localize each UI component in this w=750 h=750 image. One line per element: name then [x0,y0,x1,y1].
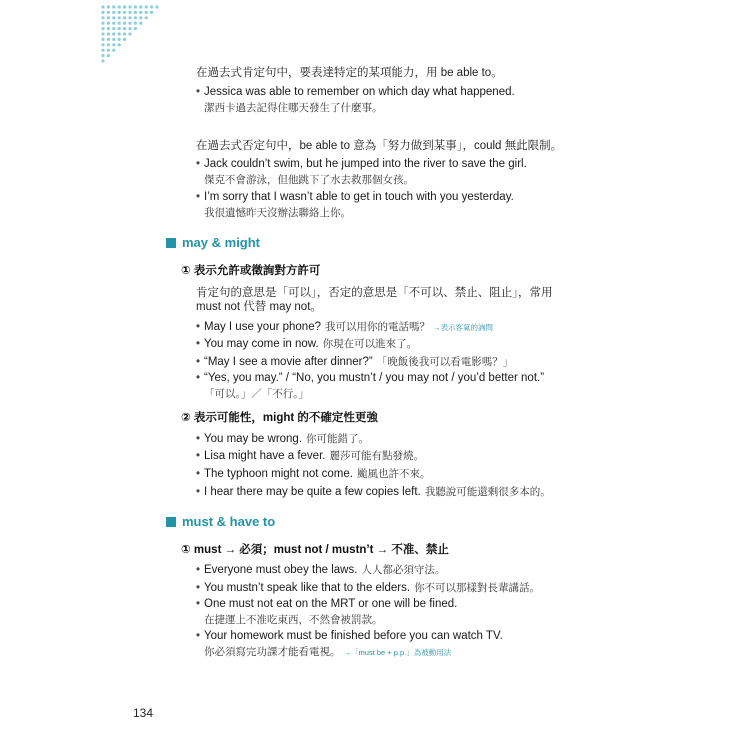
example-sentence: • Jessica was able to remember on which day what happened. [196,86,515,98]
example-translation: 麗莎可能有點發燒。 [329,450,424,462]
page-number: 134 [133,706,154,720]
section-title-text: may & might [182,235,261,250]
example-english: The typhoon might not come. [204,468,353,480]
square-marker-icon [166,238,176,248]
example-english: Jessica was able to remember on which day what happened. [204,86,515,98]
usage-note: →「must be + p.p.」為被動用法 [343,648,452,657]
intro-text: must not 代替 may not。 [196,301,322,313]
example-sentence: • May I use your phone? 我可以用你的電話嗎？ →表示客氣的詢問 [196,321,493,333]
example-english: Your homework must be finished before you can watch TV. [204,630,503,642]
example-translation: 你不可以那樣對長輩講話。 [414,582,541,594]
example-translation: 你現在可以進來了。 [322,338,418,350]
section-heading-must-have-to [166,514,275,529]
example-english: “May I see a movie after dinner?” [204,356,373,368]
decorative-dot-pattern [100,4,170,66]
example-translation: 我聽說可能還剩很多本的。 [424,486,551,498]
example-sentence: • Everyone must obey the laws. 人人都必須守法。 [196,564,446,576]
section-title-text: must & have to [182,514,276,529]
subsection-heading: ① 表示允許或徵詢對方許可 [181,265,321,277]
example-translation: 你可能錯了。 [306,433,370,445]
example-translation: 「可以。」／「不行。」 [204,388,309,400]
example-translation-with-note [204,644,451,659]
example-sentence: • You may be wrong. 你可能錯了。 [196,433,370,445]
example-english: You may be wrong. [204,433,303,445]
example-translation: 我很遺憾昨天沒辦法聯絡上你。 [204,207,351,219]
example-english: Lisa might have a fever. [204,450,326,462]
example-english: I hear there may be quite a few copies left. [204,486,421,498]
example-sentence: • “May I see a movie after dinner?” 「晚飯後我可以看電影嗎？」 [196,356,514,368]
example-translation: 我可以用你的電話嗎？ [325,321,430,333]
intro-text: 肯定句的意思是「可以」，否定的意思是「不可以、禁止、阻止」，常用 [196,287,553,299]
example-sentence: • “Yes, you may.” / “No, you mustn’t / you may not / you’d better not.” [196,372,545,384]
example-sentence: • You may come in now. 你現在可以進來了。 [196,338,418,350]
example-translation: 「晚飯後我可以看電影嗎？」 [376,356,514,368]
example-sentence: • I hear there may be quite a few copies left. 我聽說可能還剩很多本的。 [196,486,551,498]
example-english: You may come in now. [204,338,319,350]
example-translation: 潔西卡過去記得住哪天發生了什麼事。 [204,102,383,114]
example-english: “Yes, you may.” / “No, you mustn’t / you may not / you’d better not.” [204,372,545,384]
example-sentence: • Lisa might have a fever. 麗莎可能有點發燒。 [196,450,424,462]
example-translation: 你必須寫完功課才能看電視。 [204,646,341,658]
example-english: I’m sorry that I wasn’t able to get in touch with you yesterday. [204,191,514,203]
example-translation: 人人都必須守法。 [361,564,446,576]
usage-note: →表示客氣的詢問 [433,323,493,332]
example-sentence: • Jack couldn’t swim, but he jumped into the river to save the girl. [196,158,527,170]
subsection-heading: ② 表示可能性，might 的不確定性更強 [181,412,378,424]
example-english: You mustn’t speak like that to the elders. [204,582,411,594]
example-english: One must not eat on the MRT or one will be fined. [204,598,458,610]
example-sentence: • Your homework must be finished before you can watch TV. [196,630,503,642]
section-heading-may-might [166,235,260,250]
example-translation: 颱風也許不來。 [356,468,431,480]
intro-text: 在過去式否定句中，be able to 意為「努力做到某事」，could 無此限制。 [196,140,563,152]
example-english: May I use your phone? [204,321,321,333]
example-sentence: • I’m sorry that I wasn’t able to get in touch with you yesterday. [196,191,514,203]
example-english: Jack couldn’t swim, but he jumped into the river to save the girl. [204,158,527,170]
example-translation: 在捷運上不准吃東西，不然會被罰款。 [204,614,383,626]
example-sentence: • You mustn’t speak like that to the elders. 你不可以那樣對長輩講話。 [196,582,541,594]
example-english: Everyone must obey the laws. [204,564,358,576]
example-sentence: • The typhoon might not come. 颱風也許不來。 [196,468,431,480]
square-marker-icon [166,517,176,527]
example-sentence: • One must not eat on the MRT or one will be fined. [196,598,458,610]
intro-text: 在過去式肯定句中，要表達特定的某項能力，用 be able to。 [196,67,503,79]
subsection-heading: ① must → 必須；must not / mustn’t → 不准、禁止 [181,544,449,556]
example-translation: 傑克不會游泳，但他跳下了水去救那個女孩。 [204,174,414,186]
